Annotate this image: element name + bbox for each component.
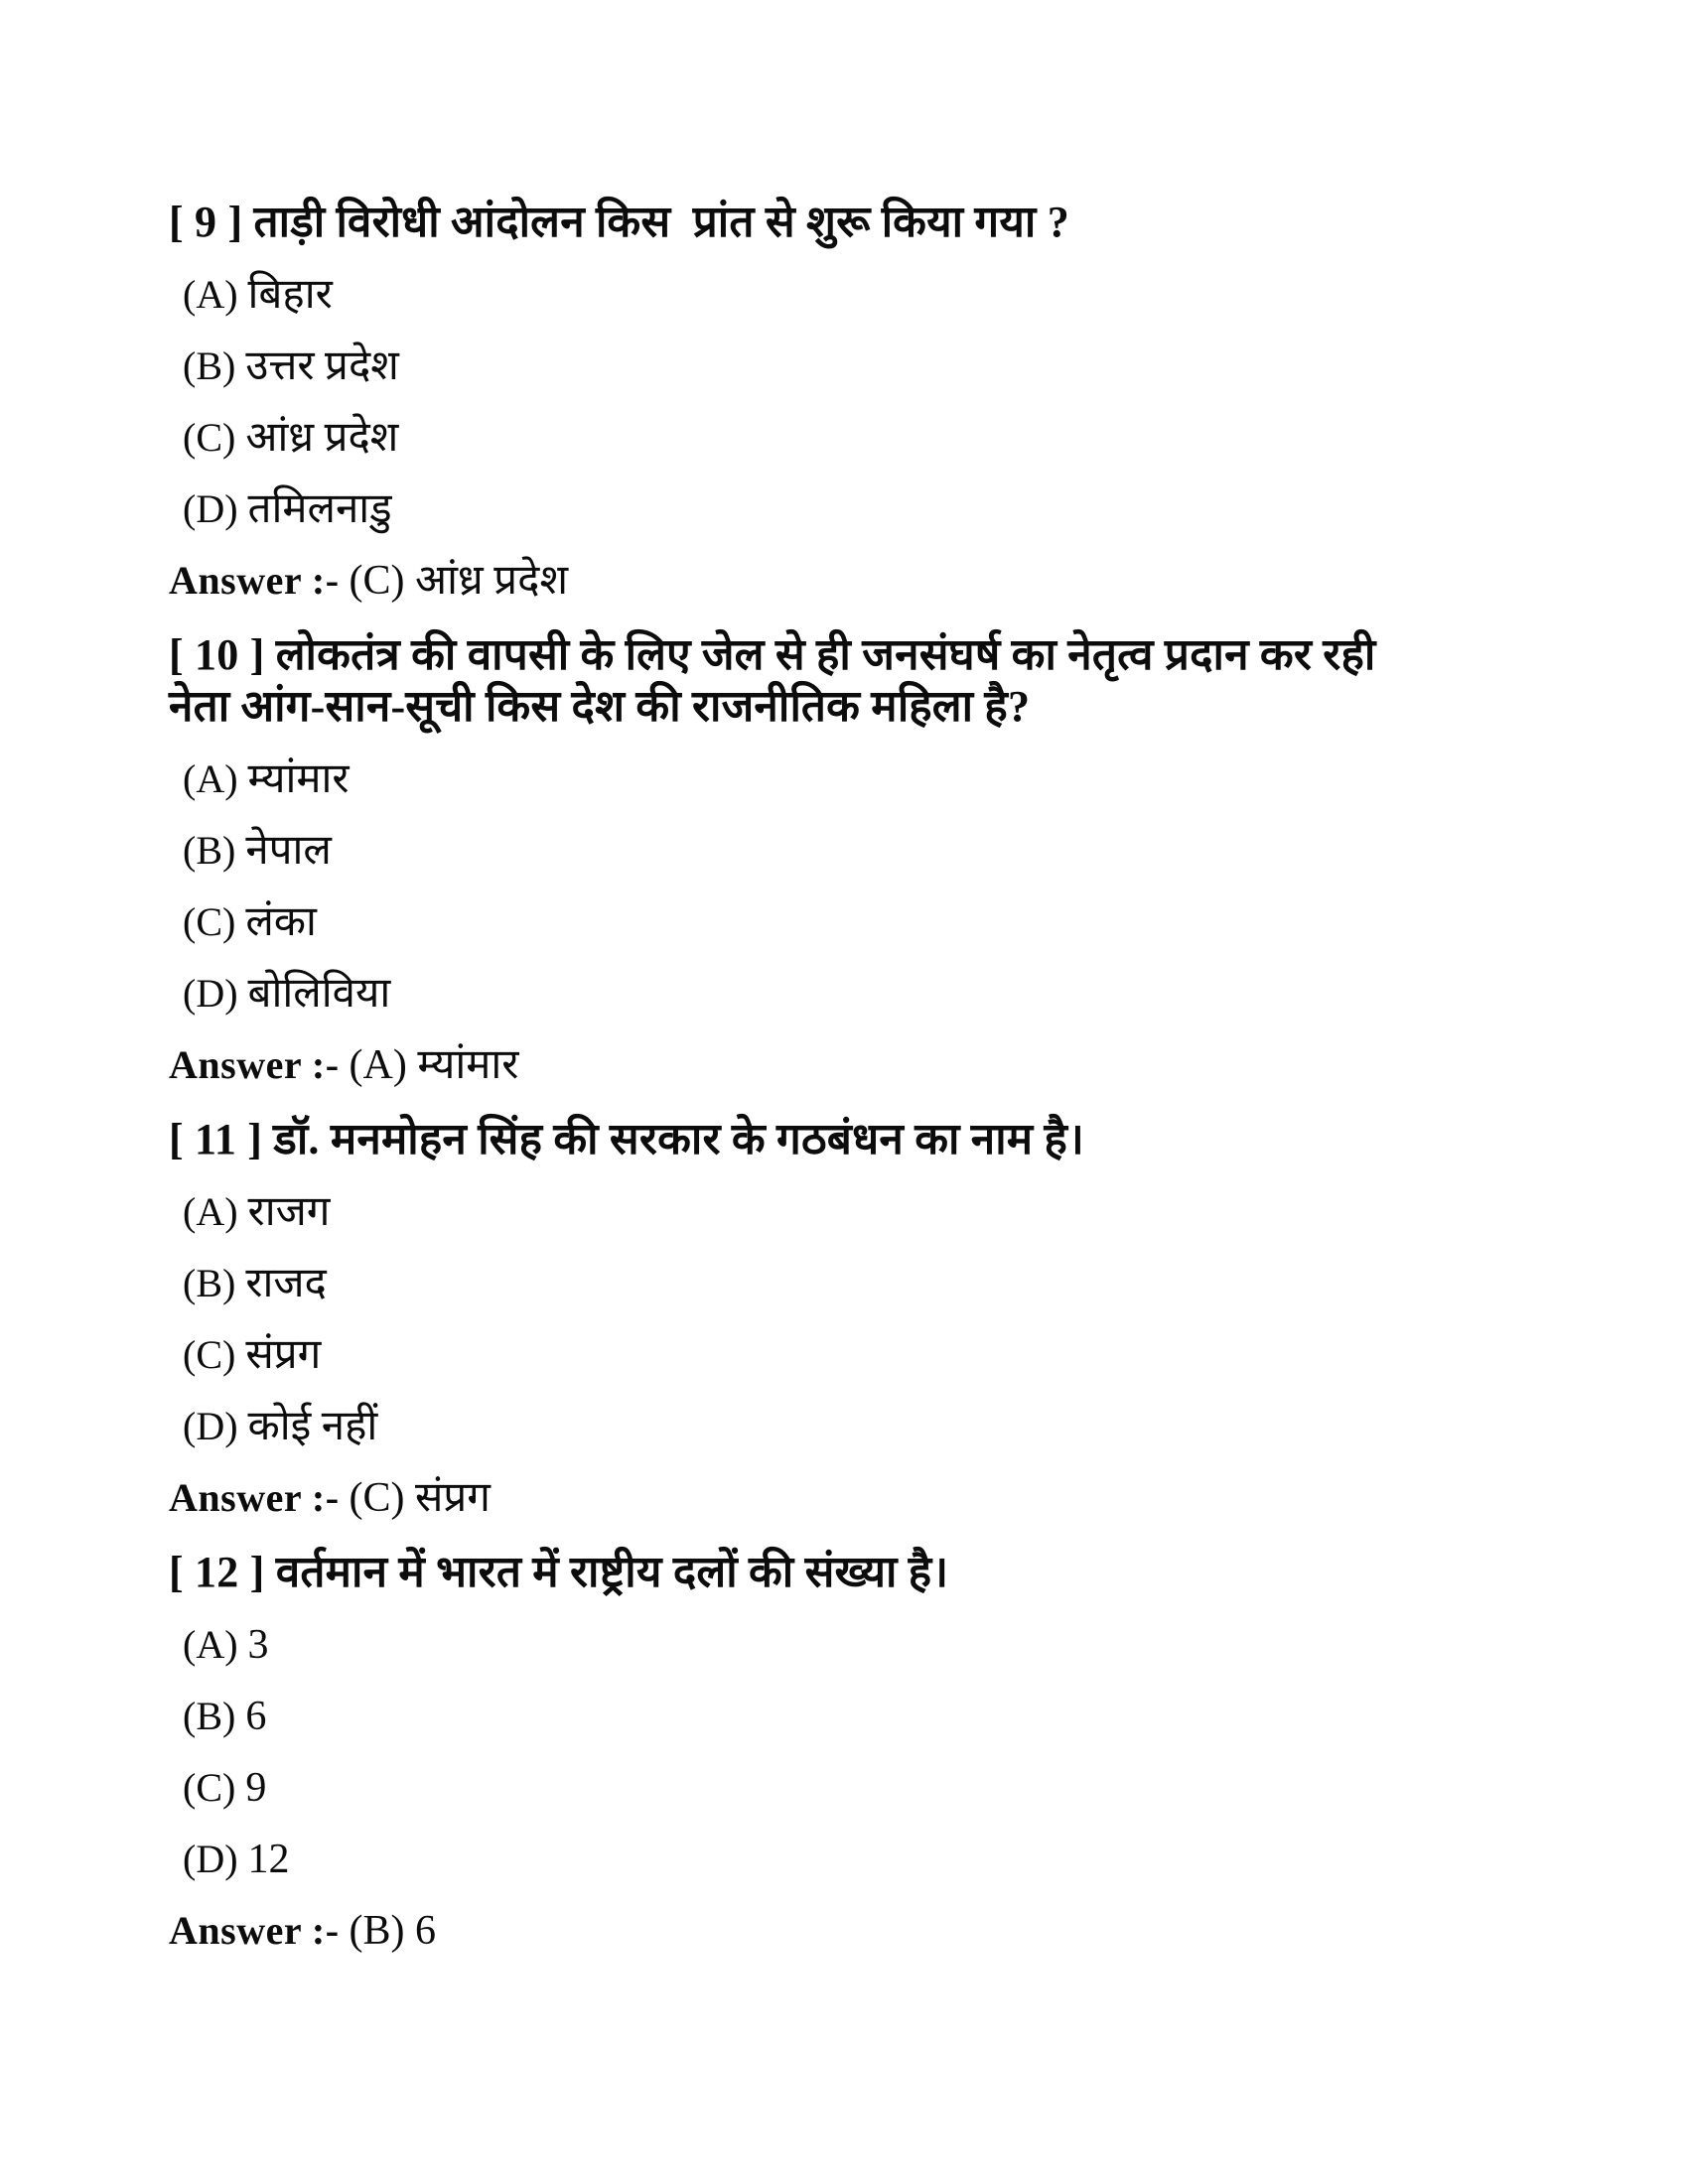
answer-prefix: Answer :- [169,1042,340,1087]
question-10 [169,629,1529,1088]
answer-prefix: Answer :- [169,1475,340,1520]
question-text: वर्तमान में भारत में राष्ट्रीय दलों की संख्या है। [275,1548,949,1596]
answer-text: (B) 6 [349,1908,437,1954]
answer-text: (A) म्यांमार [349,1042,519,1088]
option-text: नेपाल [245,828,332,874]
option-text: बोलिविया [247,971,391,1017]
question-heading [169,197,1425,248]
option-label: (B) [183,343,236,388]
question-number: [ 9 ] [169,198,243,246]
option-text: संप्रग [245,1332,322,1378]
option-row [169,1694,1529,1739]
question-number: [ 11 ] [169,1115,263,1163]
option-label: (C) [183,1765,236,1810]
question-number: [ 10 ] [169,630,265,679]
option-text: म्यांमार [247,756,350,802]
answer-prefix: Answer :- [169,558,340,603]
option-row [169,1837,1529,1882]
question-text: ताड़ी विरोधी आंदोलन किस प्रांत से शुरू किया गया ? [253,198,1069,246]
question-number: [ 12 ] [169,1548,265,1596]
option-text: तमिलनाडु [247,486,392,532]
option-text: लंका [245,899,317,945]
option-text: 12 [247,1837,290,1882]
option-row [169,971,1529,1017]
option-text: राजग [247,1189,331,1235]
option-row [169,1765,1529,1811]
answer-row [169,1908,1529,1954]
option-text: उत्तर प्रदेश [245,343,399,389]
option-text: आंध्र प्रदेश [245,415,399,461]
option-label: (C) [183,1332,236,1377]
option-label: (A) [183,272,238,317]
option-label: (A) [183,1622,238,1667]
question-heading [169,629,1425,733]
option-row [169,1332,1529,1378]
option-row [169,343,1529,389]
option-row [169,1189,1529,1235]
option-label: (D) [183,486,238,531]
question-text: डॉ. मनमोहन सिंह की सरकार के गठबंधन का नाम है। [273,1115,1084,1163]
answer-row [169,1475,1529,1521]
option-label: (D) [183,1837,238,1881]
question-9 [169,197,1529,604]
answer-row [169,558,1529,604]
question-11 [169,1114,1529,1521]
option-label: (B) [183,1261,236,1305]
answer-text: (C) संप्रग [349,1475,491,1521]
option-label: (C) [183,415,236,460]
answer-prefix: Answer :- [169,1908,340,1953]
question-text: लोकतंत्र की वापसी के लिए जेल से ही जनसंघर्ष का नेतृत्व प्रदान कर रही नेता आंग-सान-सूची किस देश की राजनीतिक महिला है? [169,630,1387,731]
option-text: 3 [247,1622,269,1668]
option-text: कोई नहीं [247,1404,378,1449]
option-label: (D) [183,1404,238,1448]
option-row [169,756,1529,802]
option-text: 6 [245,1694,267,1739]
option-row [169,1261,1529,1306]
question-heading [169,1547,1425,1598]
option-row [169,272,1529,318]
option-label: (A) [183,1189,238,1234]
option-text: राजद [245,1261,327,1306]
answer-text: (C) आंध्र प्रदेश [349,558,569,604]
question-heading [169,1114,1425,1165]
option-text: 9 [245,1765,267,1811]
question-12 [169,1547,1529,1954]
option-label: (C) [183,899,236,944]
option-label: (B) [183,828,236,873]
option-label: (A) [183,756,238,801]
answer-row [169,1042,1529,1088]
option-row [169,486,1529,532]
option-label: (B) [183,1694,236,1738]
option-text: बिहार [247,272,333,318]
option-label: (D) [183,971,238,1016]
option-row [169,415,1529,461]
option-row [169,828,1529,874]
option-row [169,899,1529,945]
option-row [169,1404,1529,1449]
option-row [169,1622,1529,1668]
